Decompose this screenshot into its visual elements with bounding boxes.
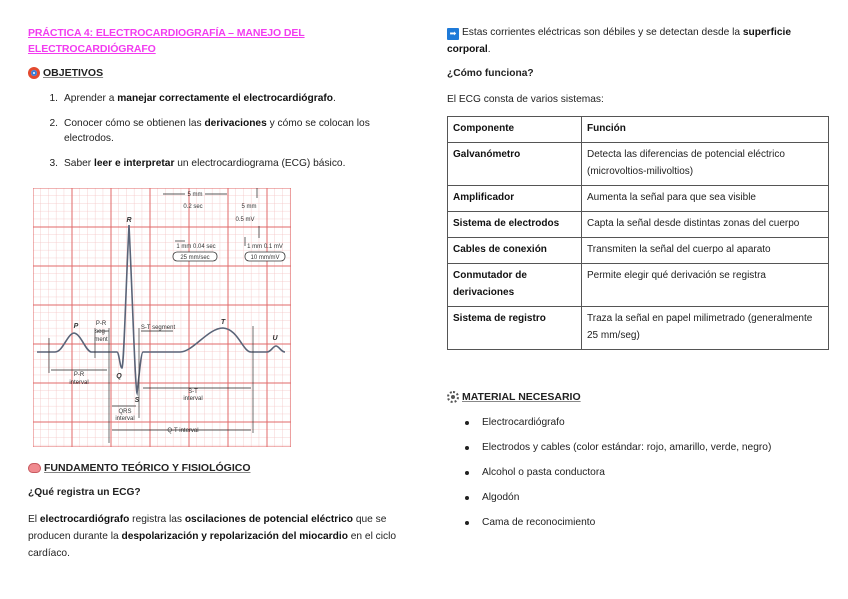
material-list xyxy=(447,416,837,541)
gear-icon xyxy=(447,391,459,403)
svg-text:U: U xyxy=(272,335,278,342)
material-heading xyxy=(447,391,581,403)
svg-text:interval: interval xyxy=(183,396,203,402)
brain-icon xyxy=(28,463,41,473)
svg-text:P-R: P-R xyxy=(95,321,107,327)
svg-text:S: S xyxy=(134,397,140,404)
objectives-heading-text: OBJETIVOS xyxy=(43,67,104,79)
svg-text:P-R: P-R xyxy=(73,372,85,378)
objectives-list xyxy=(40,91,405,180)
svg-text:0.2 sec: 0.2 sec xyxy=(183,204,203,210)
svg-text:S-T: S-T xyxy=(188,389,198,395)
how-intro: El ECG consta de varios sistemas: xyxy=(447,94,604,105)
table-row: Sistema de electrodos Capta la señal desde distintas zonas del cuerpo xyxy=(448,212,829,238)
table-row: Sistema de registro Traza la señal en papel milimetrado (generalmente 25 mm/seg) xyxy=(448,307,829,350)
fundamento-paragraph: El electrocardiógrafo registra las oscilaciones de potencial eléctrico que se producen durante la despolarización y repolarización del miocardio en el ciclo cardíaco. xyxy=(28,514,397,559)
svg-text:1 mm 0.04 sec: 1 mm 0.04 sec xyxy=(176,244,216,250)
svg-text:Q-T interval: Q-T interval xyxy=(167,428,199,434)
ecg-diagram xyxy=(33,188,291,447)
list-item: Electrocardiógrafo xyxy=(447,416,837,441)
list-item: Alcohol o pasta conductora xyxy=(447,466,837,491)
svg-text:10 mm/mV: 10 mm/mV xyxy=(250,255,280,261)
ecg-question: ¿Qué registra un ECG? xyxy=(28,487,141,498)
objectives-heading xyxy=(28,67,103,79)
svg-text:ment: ment xyxy=(94,337,108,343)
target-icon xyxy=(28,67,40,79)
svg-text:interval: interval xyxy=(69,380,89,386)
svg-text:1 mm 0.1 mV: 1 mm 0.1 mV xyxy=(247,244,283,250)
objective-item: 3. Saber leer e interpretar un electrocardiograma (ECG) básico. xyxy=(49,157,346,169)
svg-text:seg-: seg- xyxy=(95,329,107,335)
table-header-row: Componente Función xyxy=(448,117,829,143)
list-item: Algodón xyxy=(447,491,837,516)
svg-text:R: R xyxy=(126,217,132,224)
arrow-right-icon: ➡ xyxy=(447,28,459,40)
table-row: Galvanómetro Detecta las diferencias de potencial eléctrico (microvoltios-milivoltios) xyxy=(448,143,829,186)
svg-text:5 mm: 5 mm xyxy=(241,204,257,210)
svg-text:interval: interval xyxy=(115,416,135,422)
objective-item: 1. Aprender a manejar correctamente el electrocardiógrafo. xyxy=(49,93,336,104)
list-item: Cama de reconocimiento xyxy=(447,516,837,541)
note-paragraph: ➡ Estas corrientes eléctricas son débiles y se detectan desde la superficie corporal. xyxy=(447,27,792,55)
svg-text:P: P xyxy=(73,323,79,330)
material-heading-text: MATERIAL NECESARIO xyxy=(462,391,581,403)
svg-text:Q: Q xyxy=(116,373,122,380)
table-row: Cables de conexión Transmiten la señal del cuerpo al aparato xyxy=(448,238,829,264)
fundamento-heading xyxy=(28,462,251,474)
how-heading: ¿Cómo funciona? xyxy=(447,68,534,79)
svg-text:QRS: QRS xyxy=(118,409,132,415)
components-table xyxy=(447,116,829,350)
svg-text:T: T xyxy=(220,319,226,326)
fundamento-heading-text: FUNDAMENTO TEÓRICO Y FISIOLÓGICO xyxy=(44,462,251,474)
svg-text:25 mm/sec: 25 mm/sec xyxy=(180,255,210,261)
list-item: Electrodos y cables (color estándar: rojo, amarillo, verde, negro) xyxy=(447,441,837,466)
svg-text:S-T segment: S-T segment xyxy=(140,325,176,331)
table-row: Amplificador Aumenta la señal para que sea visible xyxy=(448,186,829,212)
table-row: Conmutador de derivaciones Permite elegir qué derivación se registra xyxy=(448,264,829,307)
page-title: PRÁCTICA 4: ELECTROCARDIOGRAFÍA – MANEJO DEL ELECTROCARDIÓGRAFO xyxy=(28,27,305,55)
svg-text:5 mm: 5 mm xyxy=(187,192,203,198)
objective-item: 2. Conocer cómo se obtienen las derivaciones y cómo se colocan los electrodos. xyxy=(49,117,370,144)
svg-text:0.5 mV: 0.5 mV xyxy=(235,217,255,223)
